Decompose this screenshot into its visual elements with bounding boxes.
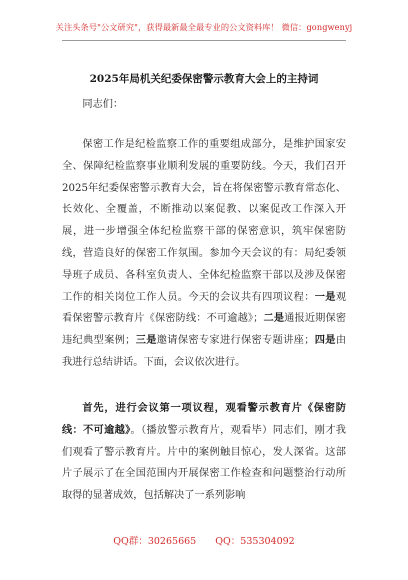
footer-contact xyxy=(0,533,408,547)
paragraph-intro-text: 保密工作是纪检监察工作的重要组成部分，是维护国家安全、保障纪检监察事业顺利发展的重要防线。今天，我们召开2025年纪委保密警示教育大会，旨在将保密警示教育常态化、长效化、全覆盖，不断推动以案促教、以案促改工作深入开展，进一步增强全体纪检监察干部的保密意识，筑牢保密防线，营造良好的保密工作氛围。参加今天会议的有：局纪委领导班子成员、各科室负责人、全体纪检监察干部以及涉及保密工作的相关岗位工作人员。今天的会议共有四项议程： xyxy=(62,139,346,303)
agenda-item-3-marker: 三是 xyxy=(135,334,157,347)
agenda-item-4-text: 由我进行总结讲话。下面，会议依次进行。 xyxy=(62,335,346,368)
agenda-item-2-text: 通报近期保密违纪典型案例； xyxy=(62,313,347,347)
agenda-item-1-marker: 一是 xyxy=(314,290,336,303)
paragraph-intro xyxy=(62,134,346,374)
first-agenda-text: 。（播放警示教育片，观看毕）同志们，刚才我们观看了警示教育片。片中的案例触目惊心，发人深省。这部片子展示了在全国范围内开展保密工作检查和问题整治行动所取得的显著成效，包括解决了一系列影响 xyxy=(62,424,346,502)
document-title: 2025年局机关纪委保密警示教育大会上的主持词 xyxy=(89,73,319,85)
header-banner: 关注头条号"公文研究"，获得最新最全最专业的公文资料库！ 微信：gongwenyj xyxy=(55,22,353,32)
footer-qq-group: QQ群：30265665 xyxy=(113,536,197,547)
agenda-item-2-marker: 二是 xyxy=(263,312,285,325)
paragraph-first-agenda xyxy=(62,398,346,507)
agenda-item-1-text: 观看保密警示教育片《保密防线：不可逾越》； xyxy=(62,291,346,325)
agenda-item-4-marker: 四是 xyxy=(314,334,336,347)
salutation: 同志们： xyxy=(82,99,124,110)
footer-qq-number: QQ：535304092 xyxy=(215,536,295,547)
first-agenda-heading: 首先，进行会议第一项议程，观看警示教育片《保密防线：不可逾越》 xyxy=(62,402,346,436)
header-divider xyxy=(62,40,346,41)
agenda-item-3-text: 邀请保密专家进行保密专题讲座； xyxy=(156,335,315,347)
